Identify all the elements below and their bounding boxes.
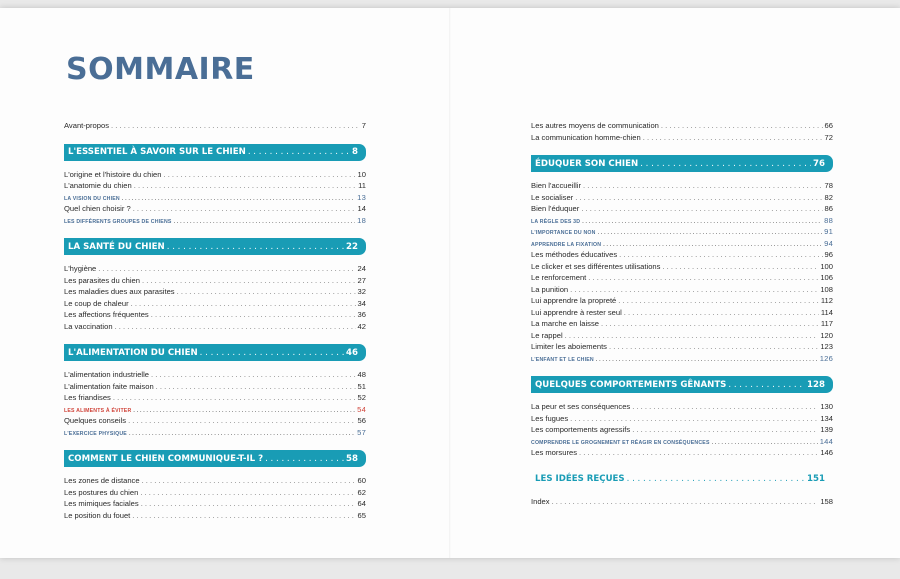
- toc-entry-page: 108: [820, 284, 833, 294]
- toc-entry-label: Les postures du chien: [64, 487, 139, 497]
- toc-entry-le-rappel[interactable]: [531, 330, 833, 342]
- section-heading-la-sante-du-chien[interactable]: [64, 238, 366, 255]
- toc-entry-page: 146: [820, 448, 833, 457]
- section-gap: [531, 143, 833, 155]
- toc-entry-page: 86: [824, 204, 833, 213]
- dot-leader: [601, 318, 819, 330]
- toc-entry-l-anatomie-du-chien[interactable]: [64, 180, 366, 192]
- toc-entry-les-differents-groupes-de-chiens[interactable]: [64, 215, 366, 227]
- toc-entry-label: Le socialiser: [531, 192, 574, 202]
- dot-leader: [98, 263, 355, 275]
- toc-entry-page: 78: [824, 181, 833, 190]
- toc-entry-les-aliments-a-eviter[interactable]: [64, 404, 366, 416]
- toc-entry-label: L'alimentation industrielle: [64, 370, 150, 379]
- dot-leader: [248, 147, 350, 157]
- section-heading-label: L'ALIMENTATION DU CHIEN: [68, 347, 198, 358]
- toc-entry-label: Lui apprendre à rester seul: [531, 307, 622, 317]
- section-gap: [531, 459, 833, 471]
- toc-entry-page: 48: [357, 370, 366, 379]
- toc-entry-page: 27: [357, 275, 366, 285]
- toc-entry-l-hygiene[interactable]: [64, 263, 366, 275]
- dot-leader: [609, 341, 818, 353]
- toc-entry-les-maladies-dues-aux-parasites[interactable]: [64, 286, 366, 298]
- toc-entry-page: 120: [820, 330, 833, 340]
- toc-entry-apprendre-la-fixation[interactable]: [531, 238, 833, 250]
- toc-entry-comprendre-le-grognement-et-reagir-en-consequences[interactable]: [531, 436, 833, 448]
- dot-leader: [115, 321, 356, 333]
- dot-leader: [552, 496, 819, 508]
- toc-entry-page: 112: [820, 296, 833, 305]
- toc-entry-le-coup-de-chaleur[interactable]: [64, 298, 366, 310]
- toc-entry-label: La marche en laisse: [531, 319, 599, 328]
- toc-entry-label: Les friandises: [64, 393, 111, 402]
- toc-entry-label: Les maladies dues aux parasites: [64, 287, 175, 296]
- toc-entry-page: 24: [357, 264, 366, 273]
- dot-leader: [579, 447, 818, 459]
- section-gap: [64, 226, 366, 238]
- toc-entry-page: 117: [820, 319, 833, 328]
- toc-entry-la-communication-homme-chien[interactable]: [531, 132, 833, 144]
- toc-entry-label: Les méthodes éducatives: [531, 250, 618, 259]
- toc-entry-page: 100: [820, 261, 833, 271]
- toc-entry-l-origine-et-l-histoire-du-chien[interactable]: [64, 169, 366, 181]
- dot-leader: [624, 307, 819, 319]
- dot-leader: [588, 272, 818, 284]
- toc-entry-les-parasites-du-chien[interactable]: [64, 275, 366, 287]
- dot-leader: [200, 348, 344, 358]
- dot-leader: [163, 169, 355, 181]
- section-gap: [531, 364, 833, 376]
- toc-entry-page: 11: [358, 181, 366, 190]
- toc-entry-label: Quel chien choisir ?: [64, 204, 131, 213]
- toc-entry-label: Le coup de chaleur: [64, 298, 129, 308]
- toc-entry-label: L'hygiène: [64, 264, 97, 273]
- section-heading-page: 128: [807, 379, 825, 390]
- toc-entry-label: La vaccination: [64, 321, 113, 331]
- toc-entry-page: 65: [357, 510, 366, 520]
- dot-leader: [133, 203, 356, 215]
- toc-entry-page: 139: [820, 425, 833, 434]
- toc-entry-l-alimentation-industrielle[interactable]: [64, 369, 366, 381]
- section-heading-page: 46: [346, 347, 358, 358]
- toc-entry-label: Limiter les aboiements: [531, 342, 607, 351]
- toc-entry-les-methodes-educatives[interactable]: [531, 249, 833, 261]
- toc-entry-label: Le position du fouet: [64, 510, 131, 520]
- toc-entry-avant-propos[interactable]: [64, 120, 366, 132]
- toc-entry-page: 34: [357, 298, 366, 308]
- section-gap: [64, 332, 366, 344]
- dot-leader: [156, 381, 356, 393]
- toc-entry-label: La peur et ses conséquences: [531, 402, 631, 411]
- dot-leader: [640, 159, 811, 169]
- dot-leader: [113, 392, 356, 404]
- toc-entry-le-position-du-fouet[interactable]: [64, 510, 366, 522]
- toc-entry-page: 52: [357, 393, 366, 402]
- section-heading-label: LA SANTÉ DU CHIEN: [68, 241, 165, 252]
- toc-entry-le-renforcement[interactable]: [531, 272, 833, 284]
- toc-entry-label: Les parasites du chien: [64, 275, 140, 285]
- toc-entry-les-mimiques-faciales[interactable]: [64, 498, 366, 510]
- toc-entry-les-friandises[interactable]: [64, 392, 366, 404]
- dot-leader: [141, 498, 356, 510]
- toc-entry-la-vaccination[interactable]: [64, 321, 366, 333]
- toc-entry-les-comportements-agressifs[interactable]: [531, 424, 833, 436]
- section-heading-label: COMMENT LE CHIEN COMMUNIQUE-T-IL ?: [68, 453, 264, 464]
- toc-entry-label: Le rappel: [531, 330, 563, 340]
- toc-entry-page: 94: [824, 238, 833, 248]
- dot-leader: [661, 120, 823, 132]
- toc-entry-label: L'origine et l'histoire du chien: [64, 169, 162, 179]
- toc-entry-page: 72: [824, 132, 833, 142]
- toc-entry-page: 14: [357, 204, 366, 213]
- toc-entry-la-punition[interactable]: [531, 284, 833, 296]
- toc-entry-page: 82: [824, 192, 833, 202]
- toc-entry-bien-l-accueillir[interactable]: [531, 180, 833, 192]
- toc-entry-label: La punition: [531, 284, 569, 294]
- toc-entry-label: Avant-propos: [64, 121, 110, 130]
- toc-entry-la-regle-des-3d[interactable]: [531, 215, 833, 227]
- toc-entry-page: 7: [361, 121, 366, 130]
- dot-leader: [632, 424, 818, 436]
- toc-entry-page: 130: [820, 402, 833, 411]
- section-heading-label: ÉDUQUER SON CHIEN: [535, 158, 639, 169]
- section-heading-label: L'ESSENTIEL À SAVOIR SUR LE CHIEN: [68, 147, 246, 157]
- dot-leader: [581, 203, 822, 215]
- toc-entry-label: L'anatomie du chien: [64, 181, 132, 190]
- toc-right-column: [531, 120, 833, 507]
- dot-leader: [570, 284, 818, 296]
- toc-entry-label: COMPRENDRE LE GROGNEMENT ET RÉAGIR EN CONSÉQUENCES: [531, 439, 710, 446]
- section-heading-l-essentiel-a-savoir-sur-le-chien[interactable]: [64, 144, 366, 161]
- dot-leader: [133, 406, 355, 416]
- toc-entry-page: 56: [357, 416, 366, 425]
- toc-entry-page: 57: [357, 427, 366, 437]
- dot-leader: [177, 286, 356, 298]
- dot-leader: [142, 275, 356, 287]
- toc-entry-la-peur-et-ses-consequences[interactable]: [531, 401, 833, 413]
- toc-entry-label: L'ENFANT ET LE CHIEN: [531, 356, 594, 363]
- toc-entry-page: 13: [357, 192, 366, 202]
- dot-leader: [167, 242, 344, 252]
- toc-entry-label: Les fugues: [531, 413, 569, 423]
- section-heading-quelques-comportements-genants[interactable]: [531, 376, 833, 393]
- dot-leader: [582, 217, 822, 227]
- section-heading-page: 8: [352, 147, 358, 157]
- dot-leader: [140, 487, 355, 499]
- toc-entry-page: 18: [357, 215, 366, 225]
- dot-leader: [603, 240, 822, 250]
- toc-entry-label: Les zones de distance: [64, 476, 140, 485]
- dot-leader: [632, 401, 818, 413]
- toc-entry-page: 66: [824, 121, 833, 130]
- toc-entry-page: 134: [820, 413, 833, 423]
- toc-entry-page: 60: [357, 476, 366, 485]
- section-heading-l-alimentation-du-chien[interactable]: [64, 344, 366, 361]
- section-heading-page: 76: [813, 158, 825, 169]
- toc-entry-label: Le renforcement: [531, 273, 587, 282]
- toc-entry-label: LES ALIMENTS À ÉVITER: [64, 407, 132, 414]
- toc-entry-page: 158: [820, 496, 833, 506]
- toc-entry-les-zones-de-distance[interactable]: [64, 475, 366, 487]
- toc-entry-label: Les morsures: [531, 448, 578, 457]
- dot-leader: [565, 330, 819, 342]
- toc-left-column: [64, 120, 366, 521]
- toc-entry-les-affections-frequentes[interactable]: [64, 309, 366, 321]
- toc-entry-label: Le clicker et ses différentes utilisations: [531, 261, 661, 271]
- section-heading-page: 22: [346, 241, 358, 252]
- toc-entry-les-autres-moyens-de-communication[interactable]: [531, 120, 833, 132]
- toc-entry-label: Les comportements agressifs: [531, 425, 631, 434]
- toc-entry-page: 64: [357, 499, 366, 508]
- toc-entry-l-alimentation-faite-maison[interactable]: [64, 381, 366, 393]
- toc-entry-label: Quelques conseils: [64, 416, 127, 425]
- section-gap: [64, 132, 366, 144]
- dot-leader: [583, 180, 823, 192]
- toc-entry-page: 91: [824, 227, 833, 236]
- dot-leader: [129, 429, 355, 439]
- dot-leader: [662, 261, 818, 273]
- section-heading-label: LES IDÉES REÇUES: [535, 474, 625, 484]
- book-gutter: [449, 8, 451, 558]
- toc-entry-label: LA VISION DU CHIEN: [64, 195, 120, 202]
- section-heading-eduquer-son-chien[interactable]: [531, 155, 833, 172]
- toc-entry-bien-l-eduquer[interactable]: [531, 203, 833, 215]
- toc-entry-limiter-les-aboiements[interactable]: [531, 341, 833, 353]
- toc-entry-page: 144: [819, 436, 833, 446]
- dot-leader: [142, 475, 356, 487]
- dot-leader: [627, 474, 805, 484]
- dot-leader: [111, 120, 360, 132]
- section-gap: [64, 438, 366, 450]
- toc-entry-page: 96: [824, 250, 833, 259]
- dot-leader: [643, 132, 823, 144]
- dot-leader: [122, 194, 355, 204]
- toc-entry-label: LA RÈGLE DES 3D: [531, 218, 581, 225]
- dot-leader: [174, 217, 356, 227]
- dot-leader: [598, 228, 823, 238]
- toc-entry-label: LES DIFFÉRENTS GROUPES DE CHIENS: [64, 218, 172, 225]
- toc-entry-la-marche-en-laisse[interactable]: [531, 318, 833, 330]
- toc-entry-label: L'EXERCICE PHYSIQUE: [64, 430, 127, 437]
- toc-entry-les-fugues[interactable]: [531, 413, 833, 425]
- toc-entry-label: Lui apprendre la propreté: [531, 296, 617, 305]
- dot-leader: [596, 355, 818, 365]
- toc-entry-page: 32: [357, 287, 366, 296]
- toc-entry-page: 123: [820, 342, 833, 351]
- section-heading-page: 151: [807, 474, 825, 484]
- toc-entry-label: Les affections fréquentes: [64, 310, 149, 319]
- dot-leader: [151, 369, 356, 381]
- toc-entry-page: 54: [357, 404, 366, 414]
- toc-entry-label: Les autres moyens de communication: [531, 121, 659, 130]
- dot-leader: [132, 510, 355, 522]
- page-title: SOMMAIRE: [66, 52, 255, 87]
- toc-entry-label: Bien l'éduquer: [531, 204, 580, 213]
- toc-entry-page: 36: [357, 310, 366, 319]
- section-heading-les-idees-recues[interactable]: [531, 471, 833, 488]
- toc-entry-label: La communication homme-chien: [531, 132, 641, 142]
- dot-leader: [575, 192, 822, 204]
- toc-entry-la-vision-du-chien[interactable]: [64, 192, 366, 204]
- toc-entry-label: Les mimiques faciales: [64, 499, 139, 508]
- toc-entry-le-socialiser[interactable]: [531, 192, 833, 204]
- dot-leader: [712, 438, 818, 448]
- toc-entry-les-morsures[interactable]: [531, 447, 833, 459]
- toc-entry-quel-chien-choisir[interactable]: [64, 203, 366, 215]
- toc-entry-label: L'IMPORTANCE DU NON: [531, 230, 596, 236]
- toc-entry-page: 42: [357, 321, 366, 331]
- toc-entry-l-exercice-physique[interactable]: [64, 427, 366, 439]
- toc-entry-page: 51: [357, 381, 366, 391]
- toc-entry-page: 88: [824, 215, 833, 225]
- dot-leader: [728, 380, 805, 390]
- dot-leader: [619, 249, 822, 261]
- section-heading-page: 58: [346, 453, 358, 464]
- toc-entry-page: 106: [820, 273, 833, 282]
- toc-entry-l-importance-du-non[interactable]: [531, 226, 833, 238]
- toc-entry-quelques-conseils[interactable]: [64, 415, 366, 427]
- toc-entry-les-postures-du-chien[interactable]: [64, 487, 366, 499]
- section-heading-label: QUELQUES COMPORTEMENTS GÊNANTS: [535, 379, 727, 390]
- toc-entry-label: Index: [531, 496, 550, 506]
- toc-entry-le-clicker-et-ses-differentes-utilisations[interactable]: [531, 261, 833, 273]
- toc-entry-label: Bien l'accueillir: [531, 181, 581, 190]
- toc-entry-page: 62: [357, 487, 366, 497]
- toc-entry-page: 10: [357, 169, 366, 179]
- toc-entry-page: 114: [820, 307, 833, 317]
- toc-entry-page: 126: [819, 353, 833, 363]
- toc-entry-lui-apprendre-la-proprete[interactable]: [531, 295, 833, 307]
- toc-entry-lui-apprendre-a-rester-seul[interactable]: [531, 307, 833, 319]
- toc-entry-index[interactable]: [531, 496, 833, 508]
- dot-leader: [131, 298, 356, 310]
- toc-entry-l-enfant-et-le-chien[interactable]: [531, 353, 833, 365]
- dot-leader: [151, 309, 356, 321]
- toc-entry-label: L'alimentation faite maison: [64, 381, 154, 391]
- toc-entry-label: APPRENDRE LA FIXATION: [531, 241, 602, 248]
- dot-leader: [570, 413, 818, 425]
- section-heading-comment-le-chien-communique-t-il[interactable]: [64, 450, 366, 467]
- dot-leader: [128, 415, 355, 427]
- dot-leader: [134, 180, 356, 192]
- dot-leader: [618, 295, 819, 307]
- dot-leader: [265, 454, 344, 464]
